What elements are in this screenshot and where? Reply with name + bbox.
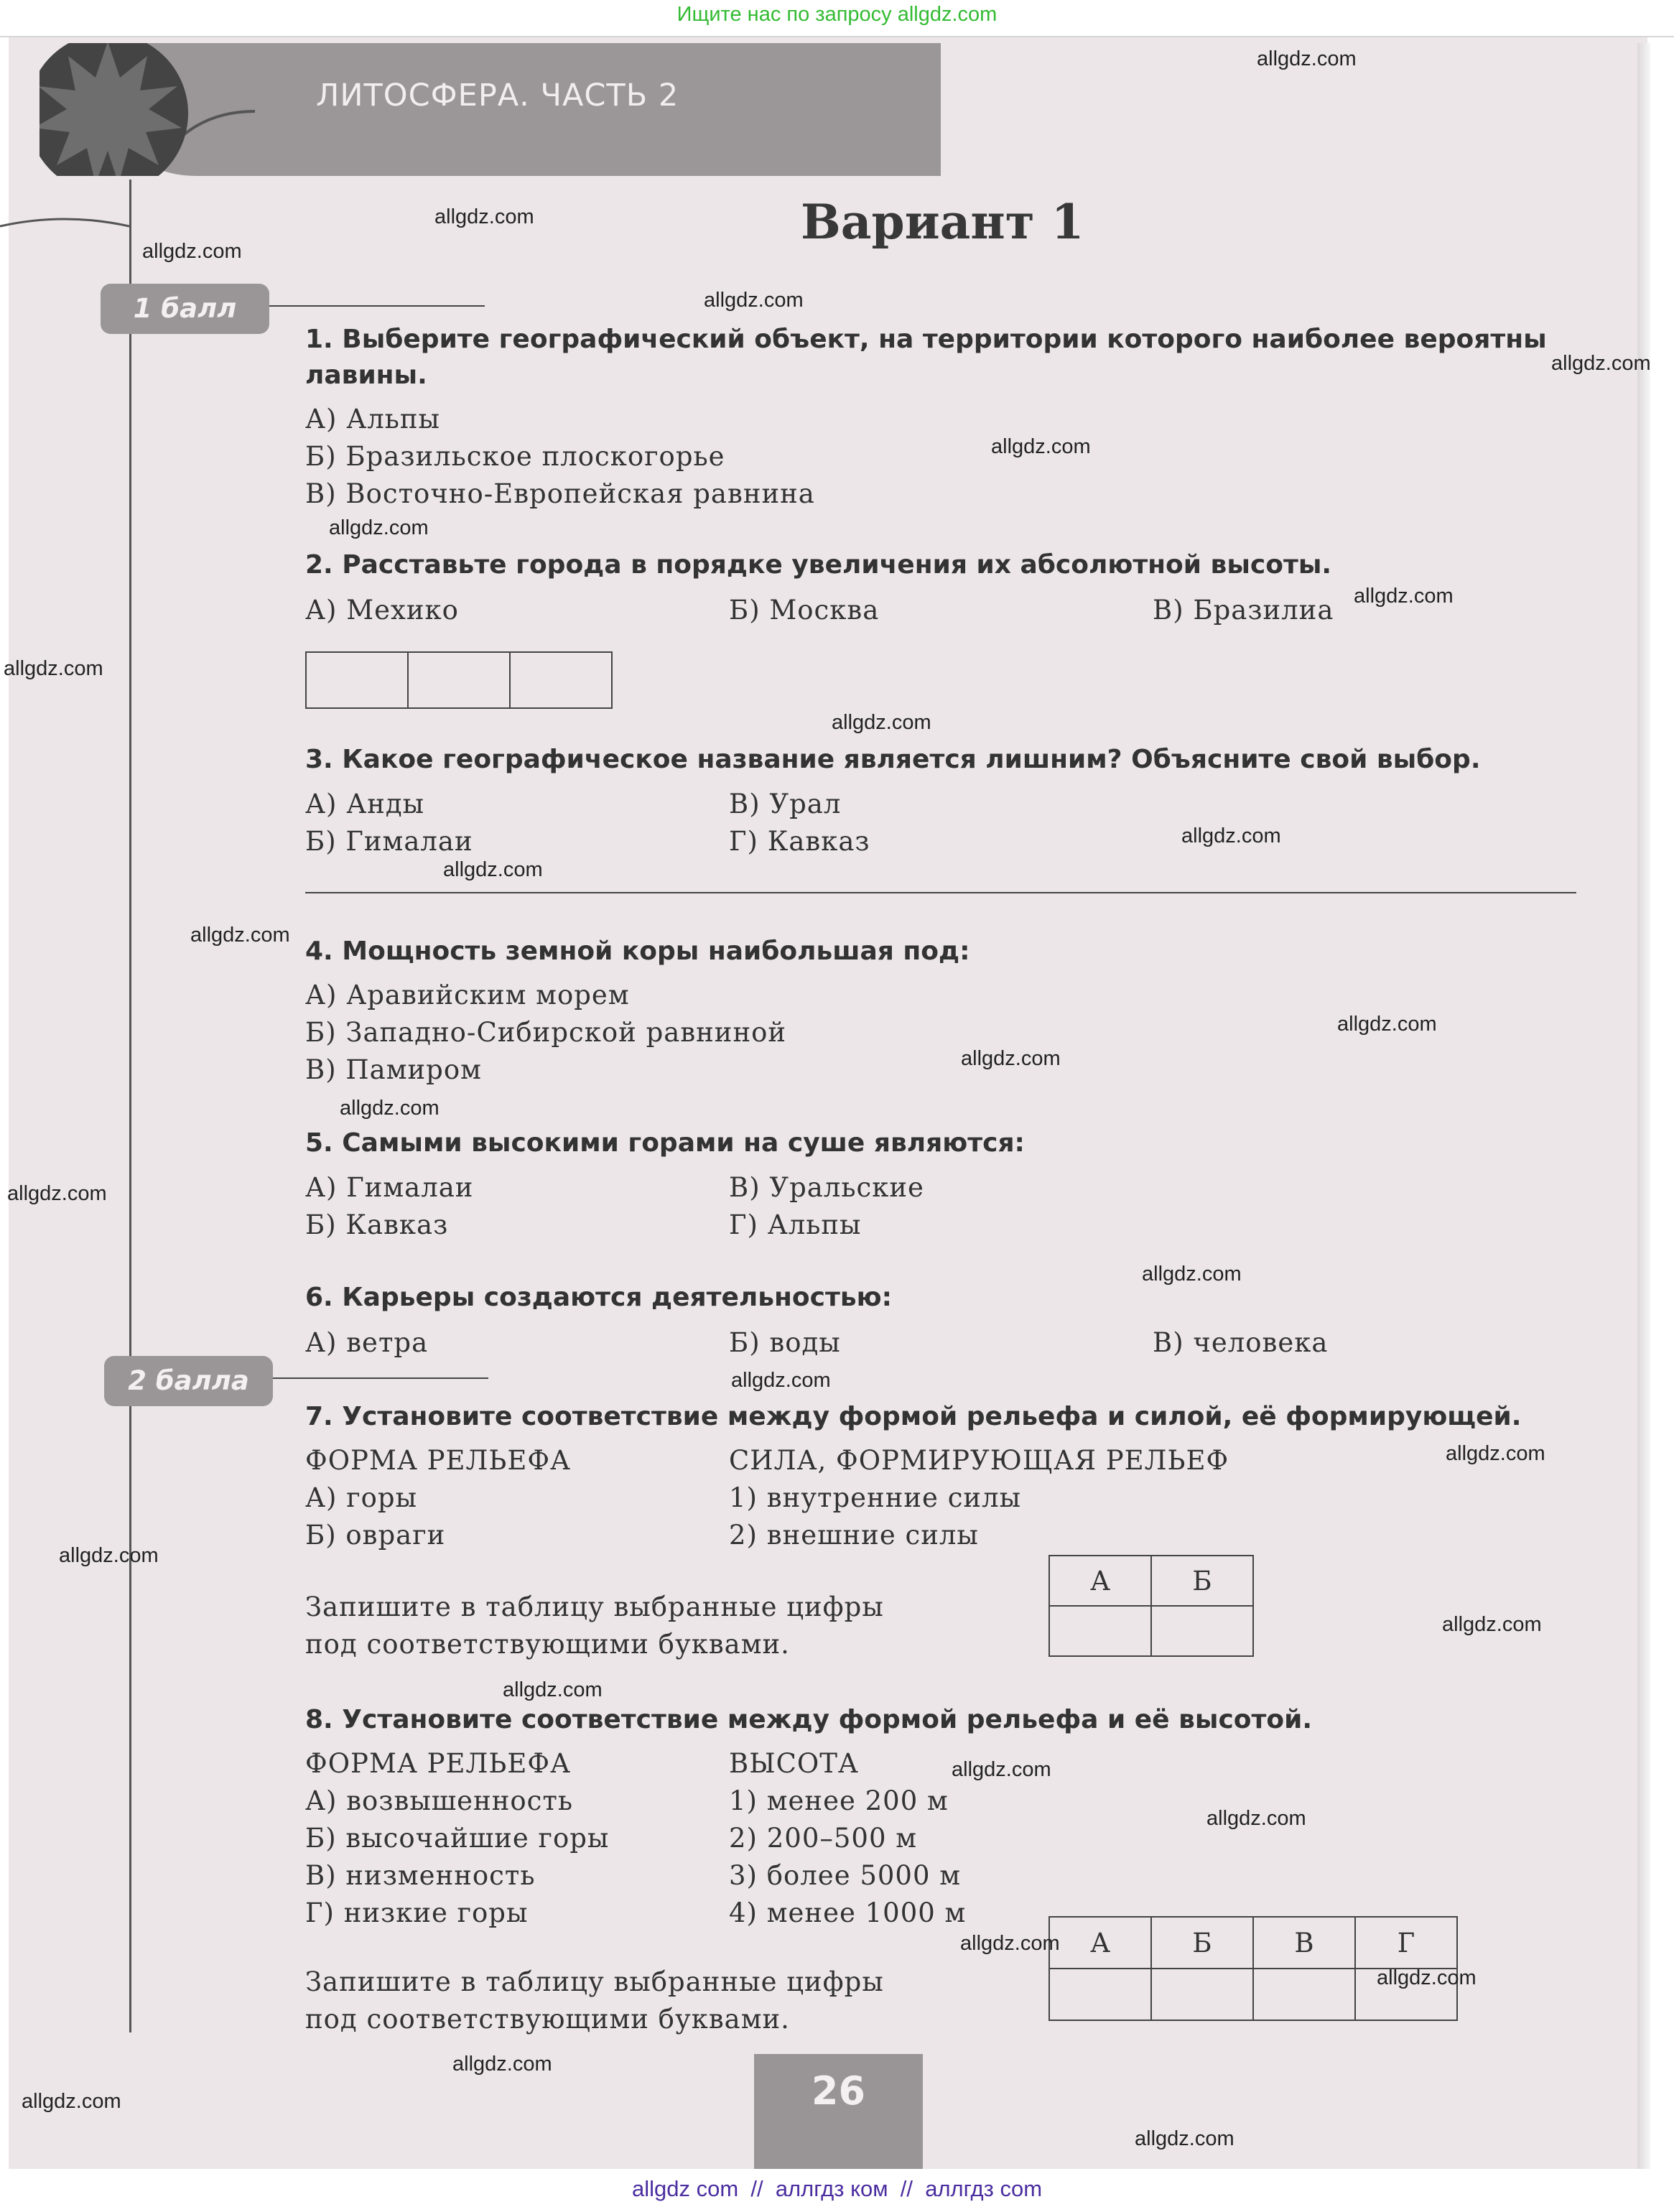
question-2: 2. Расставьте города в порядке увеличения их абсолютной высоты. xyxy=(305,550,1332,580)
watermark[interactable]: allgdz.com xyxy=(1377,1966,1477,1989)
q7-instruction-line-1: Запишите в таблицу выбранные цифры xyxy=(305,1591,884,1622)
q1-option-b: Б) Бразильское плоскогорье xyxy=(305,441,725,472)
watermark[interactable]: allgdz.com xyxy=(59,1544,159,1567)
q8-table-header-a: А xyxy=(1049,1917,1151,1969)
question-4: 4. Мощность земной коры наибольшая под: xyxy=(305,937,970,966)
q8-col1-item-a: А) возвышенность xyxy=(305,1785,574,1816)
q8-col2-item-1: 1) менее 200 м xyxy=(729,1785,949,1816)
q3-option-g: Г) Кавказ xyxy=(729,826,870,857)
watermark[interactable]: allgdz.com xyxy=(991,435,1091,458)
watermark[interactable]: allgdz.com xyxy=(1446,1442,1545,1465)
q8-col1-item-v: В) низменность xyxy=(305,1860,536,1891)
watermark[interactable]: allgdz.com xyxy=(452,2053,552,2076)
q8-answer-cell-v[interactable] xyxy=(1253,1969,1355,2020)
watermark[interactable]: allgdz.com xyxy=(1442,1613,1542,1636)
q2-option-b: Б) Москва xyxy=(729,595,880,626)
q2-answer-cell-1[interactable] xyxy=(306,652,408,708)
watermark[interactable]: allgdz.com xyxy=(1206,1807,1306,1830)
points-badge-line-1 xyxy=(269,305,485,307)
watermark[interactable]: allgdz.com xyxy=(340,1097,440,1120)
points-badge-1: 1 балл xyxy=(101,284,269,334)
q8-col2-header: ВЫСОТА xyxy=(729,1748,859,1779)
q6-option-c: В) человека xyxy=(1153,1327,1329,1358)
watermark[interactable]: allgdz.com xyxy=(329,516,429,539)
q8-col1-item-b: Б) высочайшие горы xyxy=(305,1823,610,1854)
footer-links[interactable]: allgdz com // аллгдз ком // аллгдз com xyxy=(631,2176,1043,2201)
q7-answer-table xyxy=(1048,1555,1254,1657)
q8-table-header-g: Г xyxy=(1355,1917,1457,1969)
question-5: 5. Самыми высокими горами на суше являются: xyxy=(305,1128,1025,1158)
q7-col2-item-2: 2) внешние силы xyxy=(729,1520,979,1551)
watermark[interactable]: allgdz.com xyxy=(1257,47,1357,70)
q8-col2-item-2: 2) 200–500 м xyxy=(729,1823,918,1854)
q8-instruction-line-2: под соответствующими буквами. xyxy=(305,2004,790,2035)
q3-answer-line[interactable] xyxy=(305,892,1576,893)
q8-col2-item-3: 3) более 5000 м xyxy=(729,1860,962,1891)
watermark[interactable]: allgdz.com xyxy=(22,2090,121,2113)
question-1: 1. Выберите географический объект, на территории которого наиболее вероятны лавины. xyxy=(305,325,1547,390)
q7-col1-header: ФОРМА РЕЛЬЕФА xyxy=(305,1445,572,1476)
watermark[interactable]: allgdz.com xyxy=(832,711,931,734)
q8-table-header-b: Б xyxy=(1151,1917,1253,1969)
q7-table-header-b: Б xyxy=(1151,1556,1253,1606)
q7-col1-item-b: Б) овраги xyxy=(305,1520,446,1551)
question-3: 3. Какое географическое название является лишним? Объясните свой выбор. xyxy=(305,745,1481,774)
watermark[interactable]: allgdz.com xyxy=(960,1932,1060,1955)
watermark[interactable]: allgdz.com xyxy=(503,1678,603,1701)
q5-option-a: А) Гималаи xyxy=(305,1172,474,1203)
q7-instruction-line-2: под соответствующими буквами. xyxy=(305,1629,790,1660)
q7-answer-cell-b[interactable] xyxy=(1151,1606,1253,1656)
question-7: 7. Установите соответствие между формой рельефа и силой, её формирующей. xyxy=(305,1402,1522,1431)
q7-col2-header: СИЛА, ФОРМИРУЮЩАЯ РЕЛЬЕФ xyxy=(729,1445,1229,1476)
watermark[interactable]: allgdz.com xyxy=(1337,1013,1437,1036)
margin-curve xyxy=(0,212,144,241)
q2-option-a: А) Мехико xyxy=(305,595,459,626)
q6-option-a: А) ветра xyxy=(305,1327,429,1358)
watermark[interactable]: allgdz.com xyxy=(961,1047,1061,1070)
q2-answer-cell-3[interactable] xyxy=(510,652,612,708)
q8-col1-header: ФОРМА РЕЛЬЕФА xyxy=(305,1748,572,1779)
watermark[interactable]: allgdz.com xyxy=(4,657,103,680)
q2-answer-table xyxy=(305,651,613,709)
watermark[interactable]: allgdz.com xyxy=(731,1369,831,1392)
watermark[interactable]: allgdz.com xyxy=(7,1182,107,1205)
q2-answer-cell-2[interactable] xyxy=(408,652,510,708)
watermark[interactable]: allgdz.com xyxy=(142,240,242,263)
q7-col2-item-1: 1) внутренние силы xyxy=(729,1482,1022,1513)
variant-title: Вариант 1 xyxy=(801,194,1084,250)
top-divider xyxy=(0,36,1674,37)
q3-option-v: В) Урал xyxy=(729,789,842,819)
q7-table-header-a: А xyxy=(1049,1556,1151,1606)
watermark[interactable]: allgdz.com xyxy=(434,205,534,228)
watermark[interactable]: allgdz.com xyxy=(1354,585,1454,608)
q8-col1-item-g: Г) низкие горы xyxy=(305,1897,529,1928)
q5-option-v: В) Уральские xyxy=(729,1172,924,1203)
q6-option-b: Б) воды xyxy=(729,1327,841,1358)
q8-answer-cell-a[interactable] xyxy=(1049,1969,1151,2020)
q5-option-g: Г) Альпы xyxy=(729,1209,862,1240)
watermark[interactable]: allgdz.com xyxy=(190,924,290,947)
q8-table-header-v: В xyxy=(1253,1917,1355,1969)
points-badge-line-2 xyxy=(273,1377,488,1379)
watermark[interactable]: allgdz.com xyxy=(1551,352,1651,375)
question-8: 8. Установите соответствие между формой рельефа и её высотой. xyxy=(305,1705,1313,1734)
watermark[interactable]: allgdz.com xyxy=(1135,2127,1234,2150)
q4-option-b: Б) Западно-Сибирской равниной xyxy=(305,1017,787,1048)
q1-option-c: В) Восточно-Европейская равнина xyxy=(305,478,815,509)
points-badge-2: 2 балла xyxy=(104,1356,273,1406)
q5-option-b: Б) Кавказ xyxy=(305,1209,449,1240)
watermark[interactable]: allgdz.com xyxy=(1181,824,1281,847)
margin-line xyxy=(129,180,131,2032)
question-6: 6. Карьеры создаются деятельностью: xyxy=(305,1283,892,1312)
q8-answer-cell-b[interactable] xyxy=(1151,1969,1253,2020)
watermark[interactable]: allgdz.com xyxy=(443,858,543,881)
watermark[interactable]: allgdz.com xyxy=(1142,1263,1242,1286)
q7-answer-cell-a[interactable] xyxy=(1049,1606,1151,1656)
q8-col2-item-4: 4) менее 1000 м xyxy=(729,1897,967,1928)
banner-title: ЛИТОСФЕРА. ЧАСТЬ 2 xyxy=(316,78,679,113)
q3-option-b: Б) Гималаи xyxy=(305,826,473,857)
q4-option-a: А) Аравийским морем xyxy=(305,980,630,1010)
page-number: 26 xyxy=(811,2068,866,2114)
q3-option-a: А) Анды xyxy=(305,789,425,819)
q1-option-a: А) Альпы xyxy=(305,404,440,434)
watermark[interactable]: allgdz.com xyxy=(704,289,804,312)
q2-option-c: В) Бразилиа xyxy=(1153,595,1334,626)
watermark[interactable]: allgdz.com xyxy=(952,1758,1051,1781)
q7-col1-item-a: А) горы xyxy=(305,1482,418,1513)
q4-option-c: В) Памиром xyxy=(305,1054,482,1085)
header-watermark-link[interactable]: Ищите нас по запросу allgdz.com xyxy=(676,3,998,26)
q8-instruction-line-1: Запишите в таблицу выбранные цифры xyxy=(305,1966,884,1997)
